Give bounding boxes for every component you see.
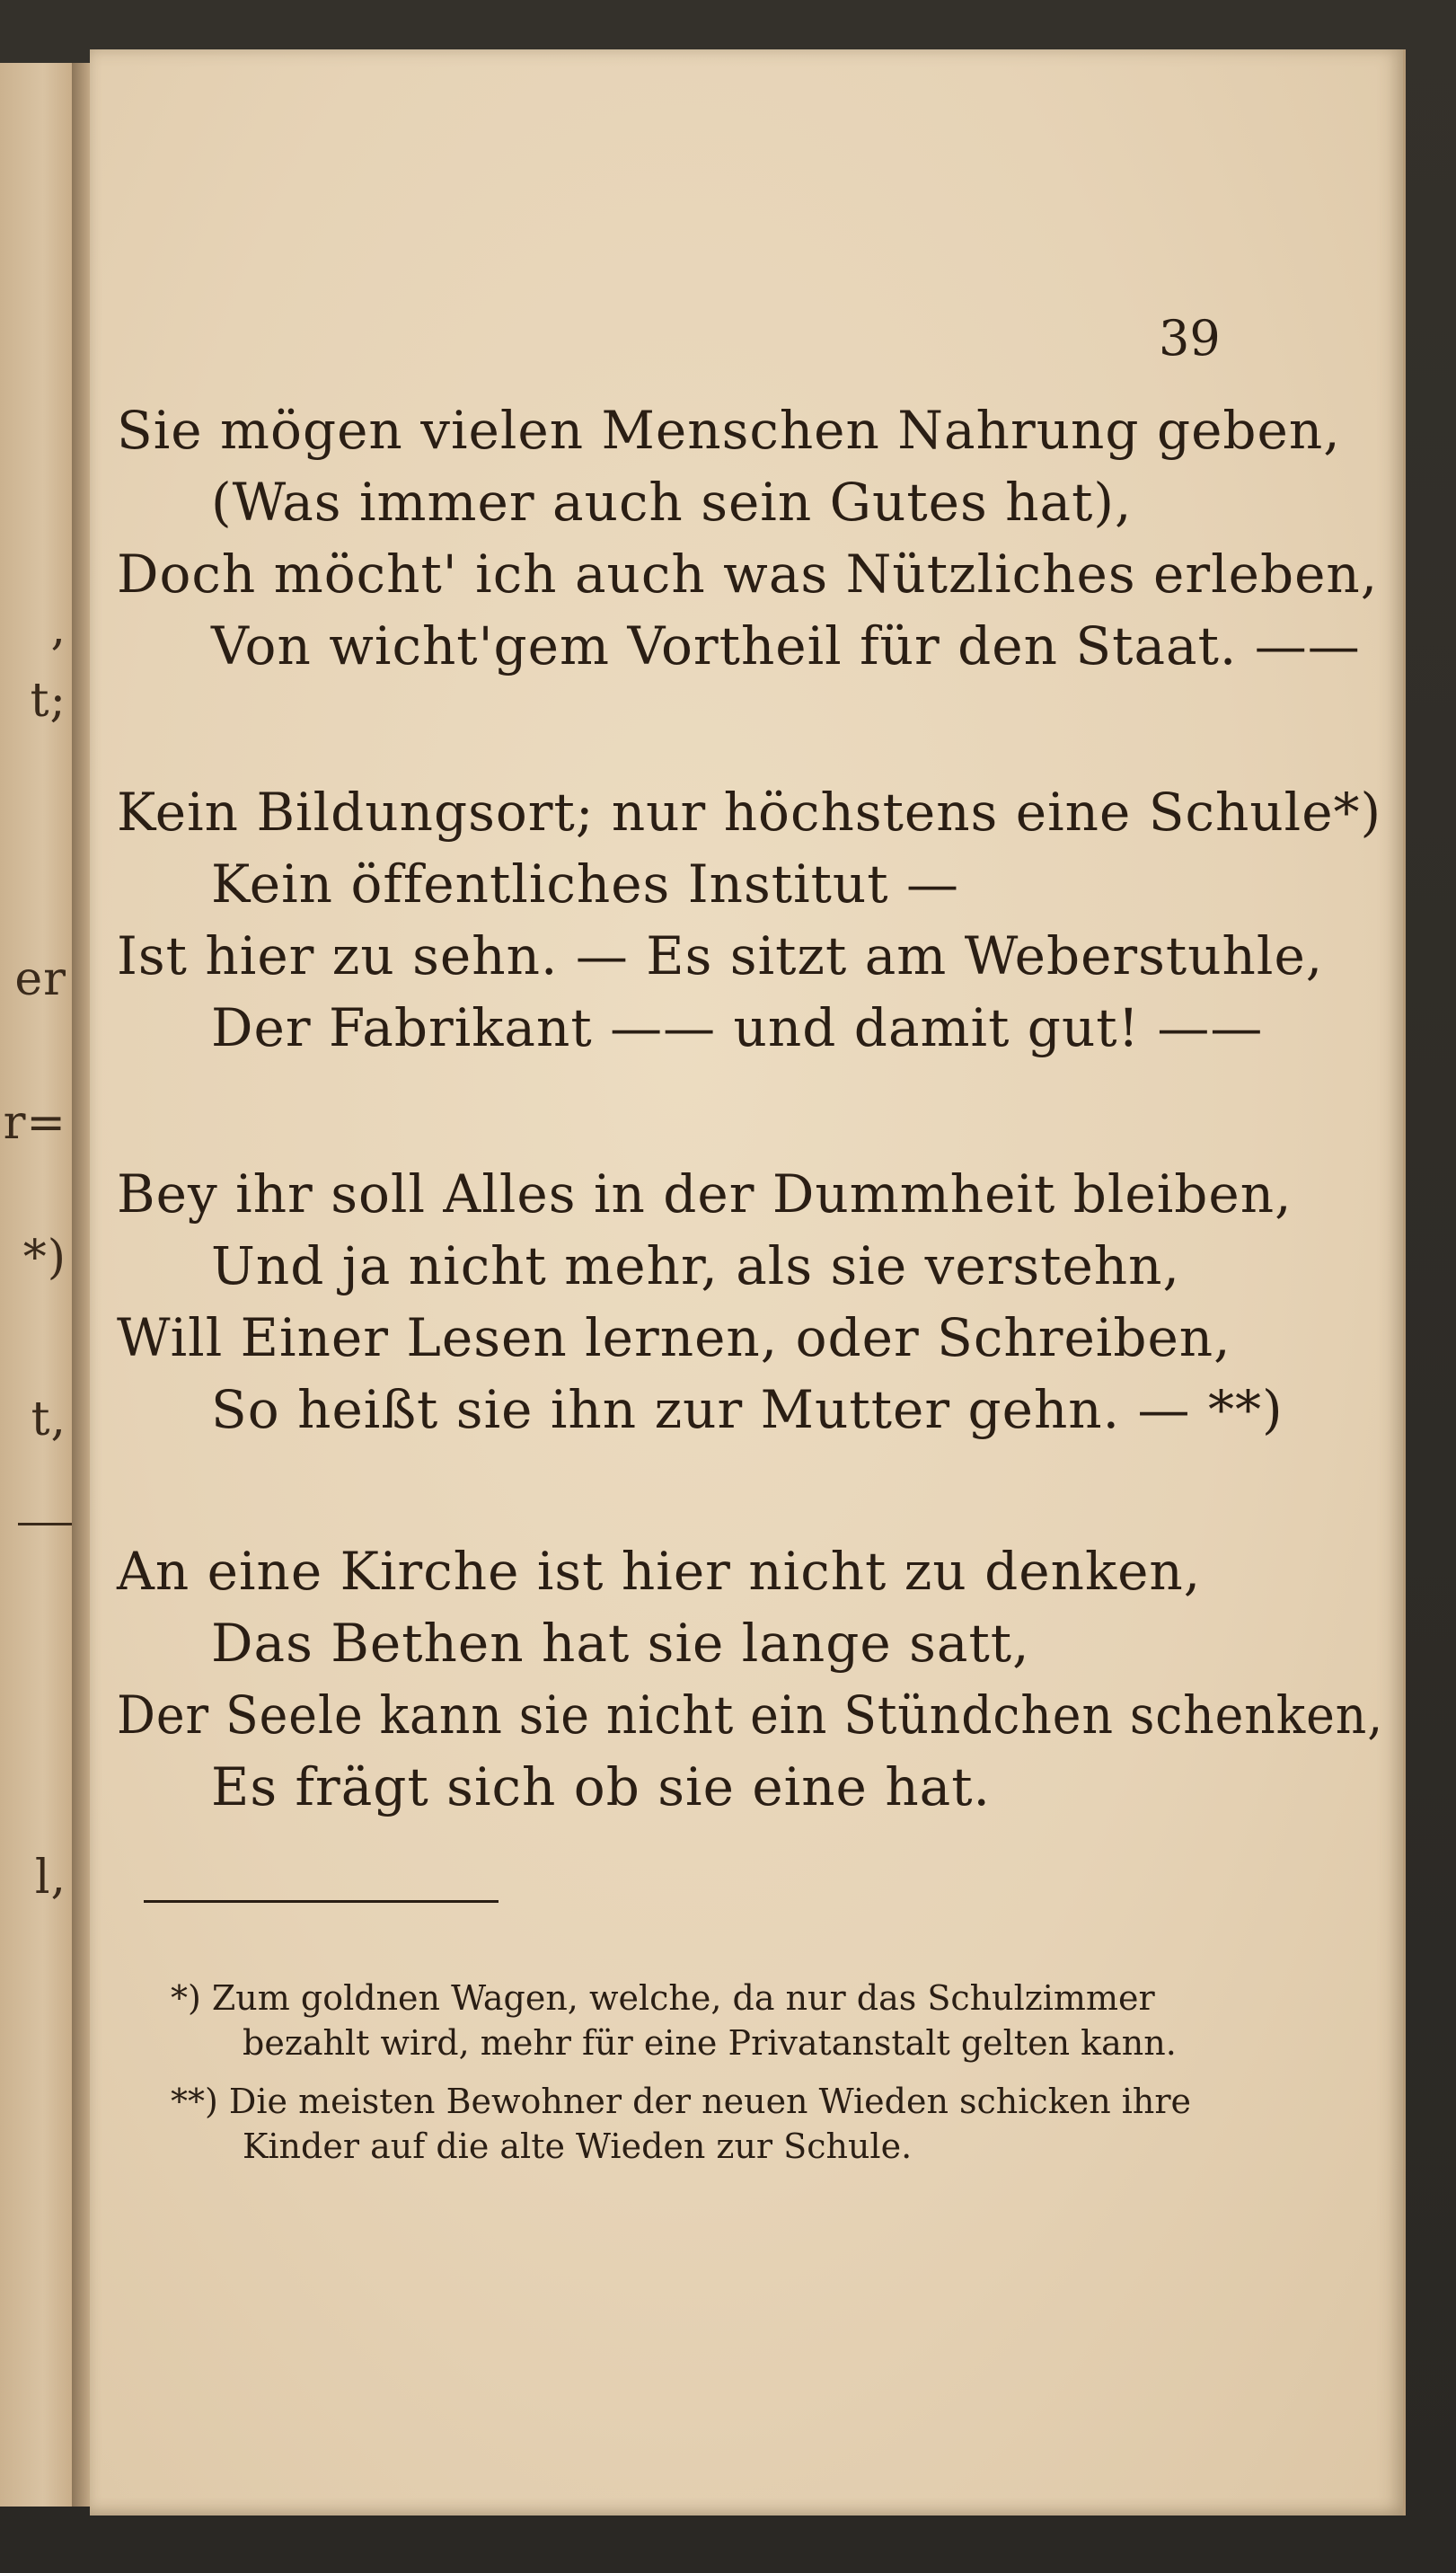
verse-line: Bey ihr soll Alles in der Dummheit bleiben,	[117, 1163, 1293, 1225]
footnote-line: *) Zum goldnen Wagen, welche, da nur das Schulzimmer	[171, 1978, 1155, 2018]
verse-line: Von wicht'gem Vortheil für den Staat. ——	[211, 615, 1361, 676]
previous-page-rule	[18, 1523, 72, 1525]
previous-page-fragment: *)	[22, 1231, 66, 1285]
verse-line: (Was immer auch sein Gutes hat),	[211, 472, 1133, 533]
verse-line: Der Fabrikant —— und damit gut! ——	[211, 997, 1264, 1058]
previous-page-fragment: t;	[30, 674, 66, 728]
verse-line: An eine Kirche ist hier nicht zu denken,	[117, 1541, 1202, 1602]
verse-line: Will Einer Lesen lernen, oder Schreiben,	[117, 1307, 1231, 1368]
verse-line: Ist hier zu sehn. — Es sitzt am Weberstuhle,	[117, 925, 1324, 986]
previous-page-fragment: er	[14, 952, 66, 1006]
footnote-line: **) Die meisten Bewohner der neuen Wieden schicken ihre	[171, 2082, 1192, 2121]
footnote-rule	[144, 1900, 499, 1903]
verse-line: Doch möcht' ich auch was Nützliches erleben,	[117, 544, 1379, 605]
book-page	[90, 49, 1406, 2516]
page-number: 39	[1159, 310, 1221, 367]
footnote-line: Kinder auf die alte Wieden zur Schule.	[243, 2126, 913, 2166]
footnote-line: bezahlt wird, mehr für eine Privatanstalt gelten kann.	[243, 2023, 1177, 2063]
previous-page-fragment: t,	[31, 1393, 66, 1446]
verse-line: Es frägt sich ob sie eine hat.	[211, 1756, 991, 1817]
verse-line: Kein öffentliches Institut —	[211, 853, 960, 915]
verse-line: Das Bethen hat sie lange satt,	[211, 1613, 1030, 1674]
verse-line: Sie mögen vielen Menschen Nahrung geben,	[117, 400, 1341, 461]
previous-page-fragment: ,	[50, 602, 66, 656]
verse-line: Und ja nicht mehr, als sie verstehn,	[211, 1235, 1180, 1296]
verse-line: Der Seele kann sie nicht ein Stündchen schenken,	[117, 1684, 1384, 1746]
verse-line: Kein Bildungsort; nur höchstens eine Schule*)	[117, 782, 1382, 843]
verse-line: So heißt sie ihn zur Mutter gehn. — **)	[211, 1379, 1284, 1440]
book-gutter	[72, 63, 92, 2507]
previous-page-edge	[0, 63, 74, 2507]
previous-page-fragment: l,	[34, 1851, 66, 1905]
previous-page-fragment: r=	[3, 1096, 66, 1150]
